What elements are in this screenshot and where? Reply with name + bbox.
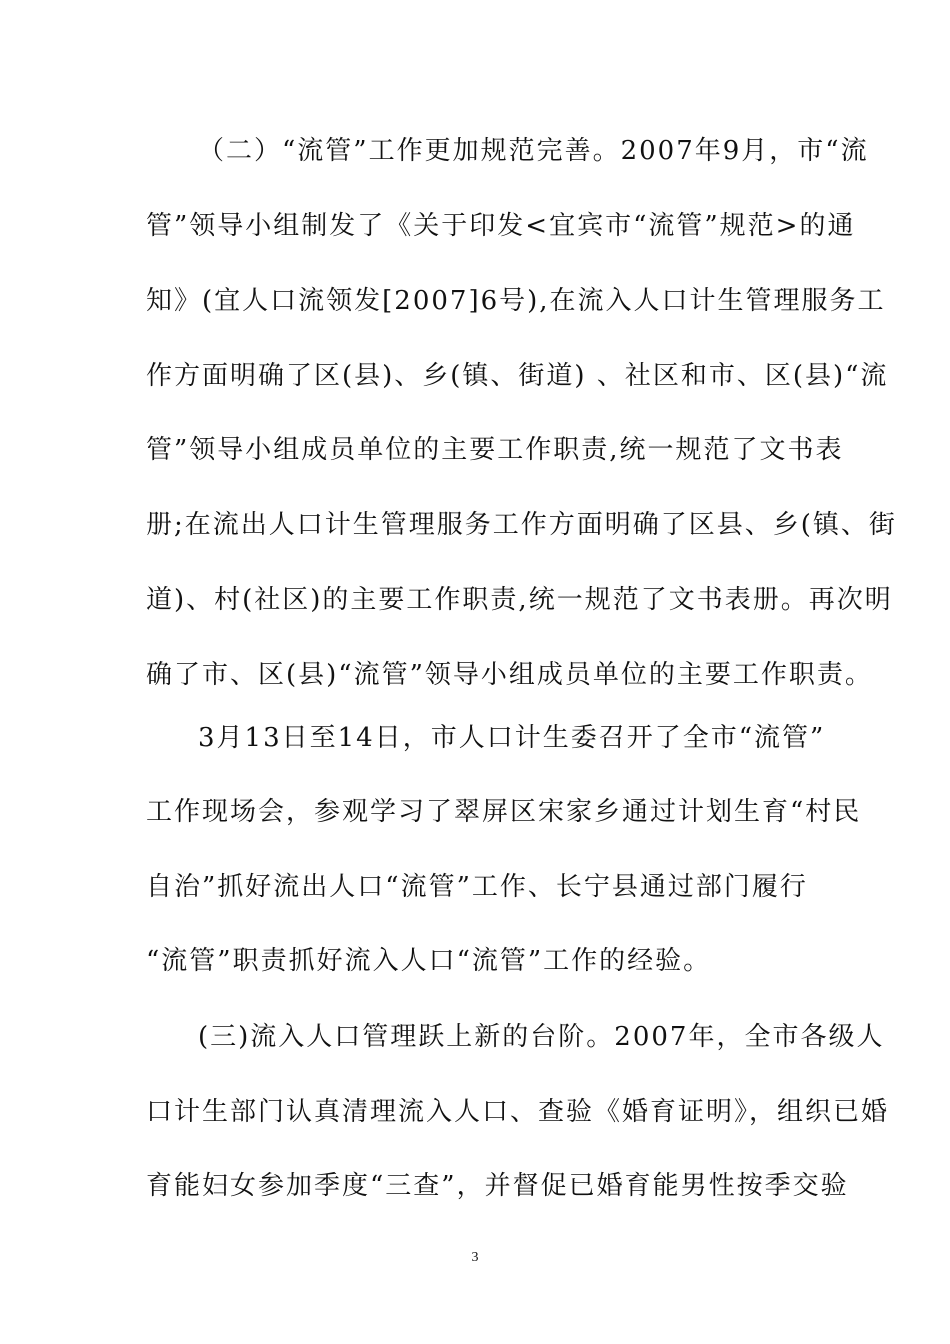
paragraph-3-line-1: (三)流入人口管理跃上新的台阶。2007年，全市各级人: [198, 1022, 885, 1052]
paragraph-3-line-3: 育能妇女参加季度“三查”，并督促已婚育能男性按季交验: [146, 1171, 849, 1201]
paragraph-2-line-4: 作方面明确了区(县)、乡(镇、街道) 、社区和市、区(县)“流: [146, 361, 889, 391]
paragraph-meeting-line-3: 自治”抓好流出人口“流管”工作、长宁县通过部门履行: [146, 872, 808, 902]
paragraph-2-line-7: 道)、村(社区)的主要工作职责,统一规范了文书表册。再次明: [146, 585, 893, 615]
paragraph-2-line-2: 管”领导小组制发了《关于印发<宜宾市“流管”规范>的通: [146, 211, 856, 241]
paragraph-meeting-line-2: 工作现场会，参观学习了翠屏区宋家乡通过计划生育“村民: [146, 797, 862, 827]
paragraph-2-line-1: （二）“流管”工作更加规范完善。2007年9月，市“流: [198, 136, 869, 166]
paragraph-2-line-6: 册;在流出人口计生管理服务工作方面明确了区县、乡(镇、街: [146, 510, 897, 540]
paragraph-2-line-8: 确了市、区(县)“流管”领导小组成员单位的主要工作职责。: [146, 660, 873, 690]
paragraph-meeting-line-4: “流管”职责抓好流入人口“流管”工作的经验。: [146, 946, 712, 976]
page-number: 3: [471, 1250, 479, 1265]
paragraph-2-line-3: 知》(宜人口流领发[2007]6号),在流入人口计生管理服务工: [146, 286, 886, 316]
paragraph-meeting-line-1: 3月13日至14日，市人口计生委召开了全市“流管”: [198, 723, 826, 753]
paragraph-2-line-5: 管”领导小组成员单位的主要工作职责,统一规范了文书表: [146, 435, 844, 465]
paragraph-3-line-2: 口计生部门认真清理流入人口、查验《婚育证明》，组织已婚: [146, 1097, 890, 1127]
